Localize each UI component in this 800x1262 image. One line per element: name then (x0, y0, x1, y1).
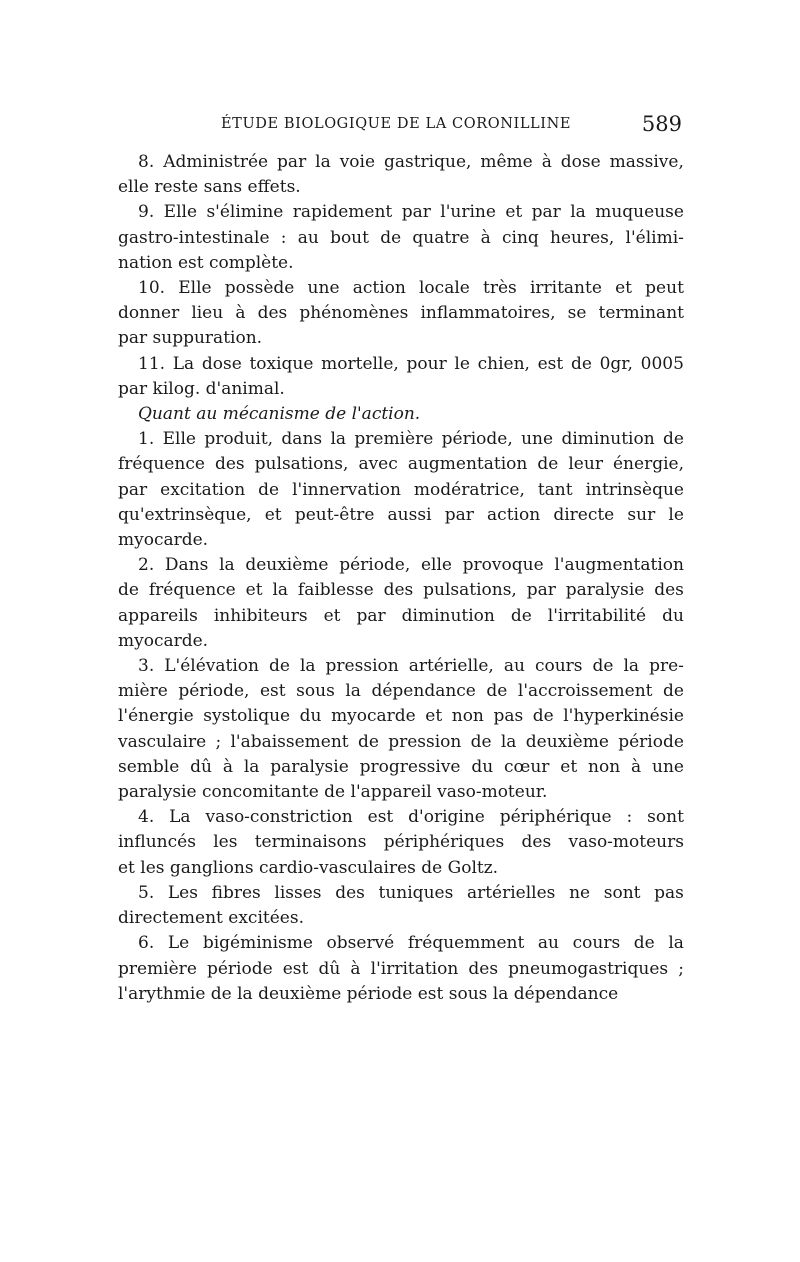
text-line: par suppuration. (118, 328, 263, 349)
text-line: Quant au mécanisme de l'action. (138, 404, 421, 425)
text-line: 1. Elle produit, dans la première période, une diminution de (138, 429, 684, 450)
paragraph (118, 200, 684, 276)
paragraph (118, 427, 684, 553)
paragraph (118, 150, 684, 200)
text-line: et les ganglions cardio-vasculaires de Goltz. (118, 857, 499, 878)
paragraph (118, 402, 684, 427)
paragraph (118, 276, 684, 352)
text-line: 6. Le bigéminisme observé fréquemment au cours de la (138, 933, 684, 954)
paragraph (118, 805, 684, 881)
paragraph (118, 881, 684, 931)
text-line: 9. Elle s'élimine rapidement par l'urine et par la muqueuse (138, 202, 684, 223)
paragraph (118, 352, 684, 402)
text-line: 5. Les fibres lisses des tuniques artérielles ne sont pas (138, 882, 684, 903)
text-line: par excitation de l'innervation modératrice, tant intrinsèque (118, 479, 684, 500)
text-line: 11. La dose toxique mortelle, pour le chien, est de 0gr, 0005 (138, 353, 684, 374)
text-line: nation est complète. (118, 252, 294, 273)
text-line: 3. L'élévation de la pression artérielle, au cours de la pre- (138, 656, 684, 677)
text-line: semble dû à la paralysie progressive du cœur et non à une (118, 756, 684, 777)
text-line: vasculaire ; l'abaissement de pression de la deuxième période (118, 731, 684, 752)
text-line: 10. Elle possède une action locale très irritante et peut (138, 278, 684, 299)
text-line: première période est dû à l'irritation des pneumogastriques ; (118, 958, 684, 979)
page-body (118, 150, 684, 1007)
text-line: mière période, est sous la dépendance de l'accroissement de (118, 681, 684, 702)
paragraph (118, 553, 684, 654)
text-line: gastro-intestinale : au bout de quatre à cinq heures, l'élimi- (118, 227, 684, 248)
text-line: elle reste sans effets. (118, 177, 301, 198)
text-line: fréquence des pulsations, avec augmentation de leur énergie, (118, 454, 684, 475)
text-line: par kilog. d'animal. (118, 378, 285, 399)
text-line: qu'extrinsèque, et peut-être aussi par action directe sur le (118, 504, 684, 525)
text-line: influncés les terminaisons périphériques des vaso-moteurs (118, 832, 684, 853)
text-line: de fréquence et la faiblesse des pulsations, par paralysie des (118, 580, 684, 601)
text-line: l'énergie systolique du myocarde et non pas de l'hyperkinésie (118, 706, 684, 727)
text-line: paralysie concomitante de l'appareil vaso-moteur. (118, 782, 548, 803)
text-line: directement excitées. (118, 908, 304, 929)
text-line: 8. Administrée par la voie gastrique, même à dose massive, (138, 152, 684, 172)
text-line: 4. La vaso-constriction est d'origine périphérique : sont (138, 807, 684, 828)
paragraph (118, 931, 684, 1007)
text-line: myocarde. (118, 630, 209, 651)
running-title: ÉTUDE BIOLOGIQUE DE LA CORONILLINE (221, 116, 572, 132)
page-header (118, 112, 684, 142)
text-line: 2. Dans la deuxième période, elle provoque l'augmentation (138, 555, 684, 576)
page-number: 589 (641, 112, 682, 136)
text-line: l'arythmie de la deuxième période est sous la dépendance (118, 983, 619, 1004)
text-line: myocarde. (118, 530, 209, 551)
paragraph (118, 654, 684, 805)
text-line: appareils inhibiteurs et par diminution de l'irritabilité du (118, 605, 684, 626)
text-line: donner lieu à des phénomènes inflammatoires, se terminant (118, 303, 684, 324)
